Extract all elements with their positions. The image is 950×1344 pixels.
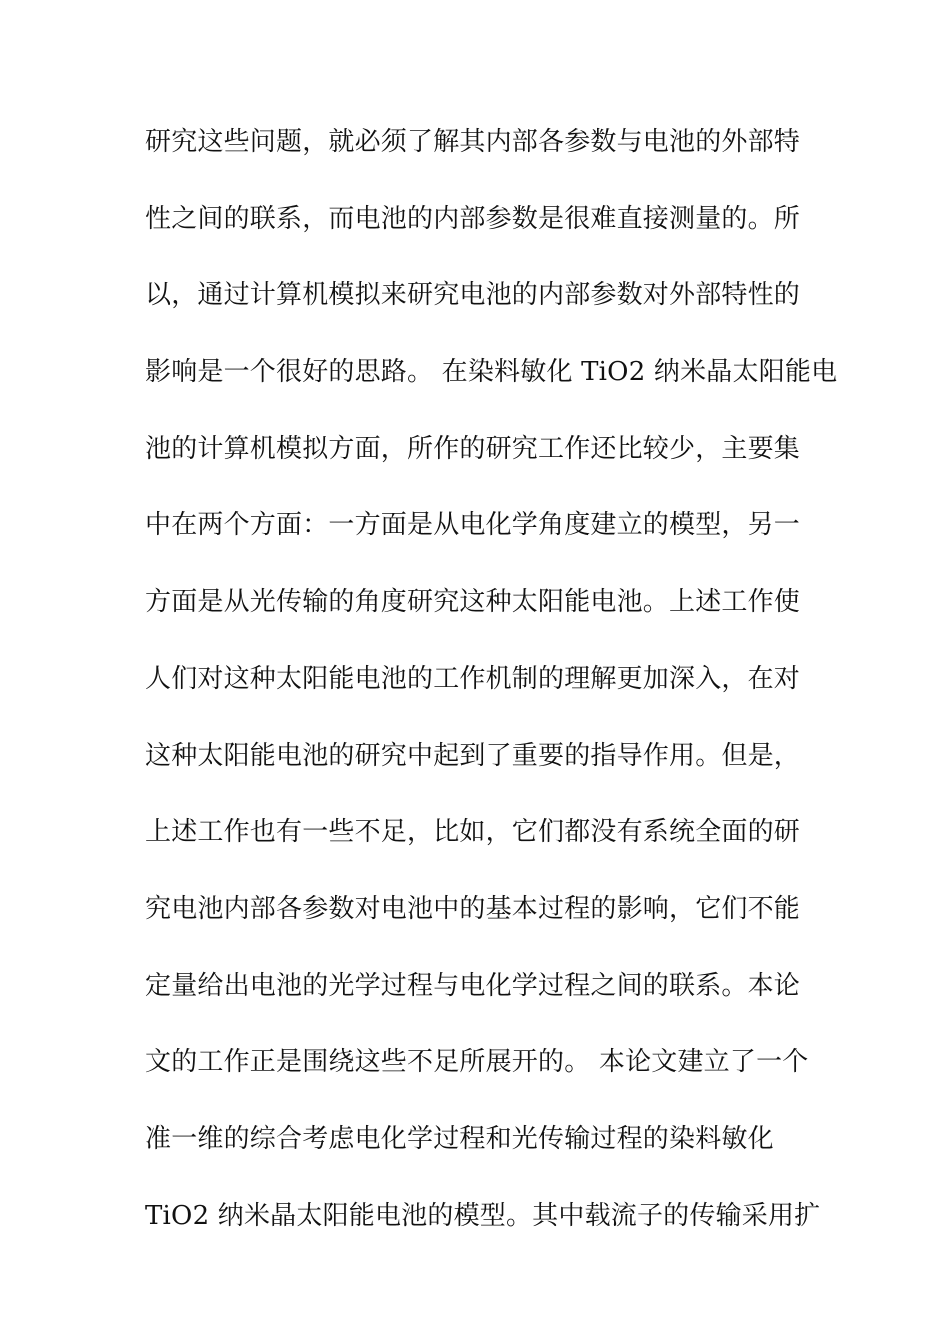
text-line: 上述工作也有一些不足，比如，它们都没有系统全面的研 [145,817,801,848]
text-line: 研究这些问题，就必须了解其内部各参数与电池的外部特 [145,127,801,157]
text-line: 究电池内部各参数对电池中的基本过程的影响，它们不能 [145,893,801,924]
text-line: 影响是一个很好的思路。 在染料敏化 TiO2 纳米晶太阳能电 [145,357,838,388]
text-line: 文的工作正是围绕这些不足所展开的。 本论文建立了一个 [145,1047,809,1078]
text-line: 人们对这种太阳能电池的工作机制的理解更加深入，在对 [145,663,801,694]
text-line: TiO2 纳米晶太阳能电池的模型。其中载流子的传输采用扩 [145,1200,821,1231]
text-line: 这种太阳能电池的研究中起到了重要的指导作用。但是， [145,740,801,771]
body-paragraph [145,118,838,1268]
text-line: 以，通过计算机模拟来研究电池的内部参数对外部特性的 [145,280,801,311]
text-line: 准一维的综合考虑电化学过程和光传输过程的染料敏化 [145,1123,774,1154]
text-line: 池的计算机模拟方面，所作的研究工作还比较少，主要集 [145,433,801,464]
text-line: 方面是从光传输的角度研究这种太阳能电池。上述工作使 [145,587,801,618]
text-line: 中在两个方面：一方面是从电化学角度建立的模型，另一 [145,510,801,541]
text-line: 性之间的联系，而电池的内部参数是很难直接测量的。所 [145,203,801,234]
text-line: 定量给出电池的光学过程与电化学过程之间的联系。本论 [145,970,801,1001]
